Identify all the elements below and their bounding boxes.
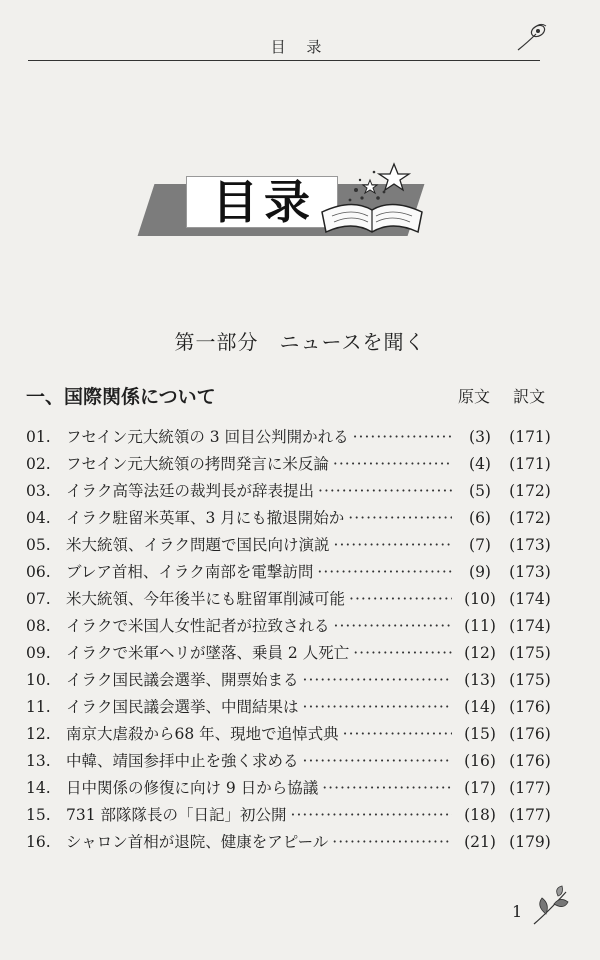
toc-entry-title: イラク高等法廷の裁判長が辞表提出: [66, 482, 315, 500]
toc-entry-title: 中韓、靖国参拝中止を強く求める: [66, 752, 299, 770]
toc-leader-dots: [334, 613, 452, 640]
toc-entry-title: フセイン元大統領の 3 回目公判開かれる: [66, 428, 349, 446]
toc-entry-title: 米大統領、今年後半にも駐留軍削減可能: [66, 590, 346, 608]
toc-leader-dots: [353, 640, 452, 667]
toc-leader-dots: [334, 532, 452, 559]
toc-leader-dots: [303, 694, 452, 721]
toc-entry: [26, 532, 556, 559]
toc-entry-translation-page: (176): [509, 725, 551, 743]
toc-leader-dots: [291, 802, 452, 829]
toc-entry-title: イラクで米軍ヘリが墜落、乗員 2 人死亡: [66, 644, 350, 662]
toc-entry: [26, 586, 556, 613]
title-banner: [142, 150, 442, 250]
toc-entry: [26, 640, 556, 667]
toc-entry: [26, 424, 556, 451]
toc-entry-translation-page: (177): [509, 779, 551, 797]
toc-entry-number: 13.: [26, 752, 51, 770]
toc-entry-original-page: (18): [464, 806, 496, 824]
toc-entry: [26, 505, 556, 532]
header-rule: [28, 60, 540, 61]
toc-entry-title: イラク国民議会選挙、開票始まる: [66, 671, 299, 689]
toc-leader-dots: [322, 775, 452, 802]
toc-entry-title: イラクで米国人女性記者が拉致される: [66, 617, 330, 635]
toc-list: [26, 424, 556, 856]
toc-leader-dots: [332, 829, 452, 856]
toc-entry-translation-page: (176): [509, 752, 551, 770]
leaf-footer-icon: [528, 884, 574, 930]
toc-entry-title: 米大統領、イラク問題で国民向け演説: [66, 536, 330, 554]
toc-entry-translation-page: (172): [509, 509, 551, 527]
page-number: 1: [512, 902, 523, 921]
toc-entry-original-page: (4): [469, 455, 491, 473]
column-label-original: 原文: [458, 387, 491, 406]
toc-leader-dots: [333, 451, 452, 478]
toc-entry-number: 14.: [26, 779, 51, 797]
toc-entry-original-page: (21): [464, 833, 496, 851]
toc-entry: [26, 559, 556, 586]
toc-entry: [26, 451, 556, 478]
toc-entry-title: イラク駐留米英軍、3 月にも撤退開始か: [66, 509, 345, 527]
toc-entry-translation-page: (171): [509, 455, 551, 473]
toc-entry-title: 日中関係の修復に向け 9 日から協議: [66, 779, 319, 797]
toc-entry-original-page: (6): [469, 509, 491, 527]
toc-entry-original-page: (9): [469, 563, 491, 581]
toc-entry-translation-page: (176): [509, 698, 551, 716]
toc-entry-original-page: (10): [464, 590, 496, 608]
toc-entry-number: 05.: [26, 536, 51, 554]
toc-entry-original-page: (11): [464, 617, 496, 635]
toc-entry-original-page: (17): [464, 779, 496, 797]
toc-entry-title: イラク国民議会選挙、中間結果は: [66, 698, 299, 716]
toc-entry-number: 06.: [26, 563, 51, 581]
toc-entry-original-page: (5): [469, 482, 491, 500]
toc-leader-dots: [343, 721, 452, 748]
part-title: 第一部分 ニュースを聞く: [174, 330, 426, 354]
toc-entry-translation-page: (174): [509, 617, 551, 635]
toc-entry: [26, 478, 556, 505]
toc-entry-translation-page: (174): [509, 590, 551, 608]
toc-entry-translation-page: (175): [509, 644, 551, 662]
toc-entry-title: シャロン首相が退院、健康をアピール: [66, 833, 329, 851]
toc-leader-dots: [353, 424, 452, 451]
toc-entry-translation-page: (175): [509, 671, 551, 689]
toc-entry-number: 03.: [26, 482, 51, 500]
toc-entry-original-page: (14): [464, 698, 496, 716]
toc-entry-title: 南京大虐殺から68 年、現地で追悼式典: [66, 725, 339, 743]
toc-entry-number: 02.: [26, 455, 51, 473]
toc-entry: [26, 775, 556, 802]
toc-leader-dots: [349, 586, 452, 613]
toc-entry-number: 15.: [26, 806, 51, 824]
banner-title: 目录: [212, 175, 316, 229]
toc-entry: [26, 613, 556, 640]
toc-entry: [26, 721, 556, 748]
toc-entry-number: 16.: [26, 833, 51, 851]
toc-entry-translation-page: (171): [509, 428, 551, 446]
toc-entry: [26, 694, 556, 721]
toc-entry-number: 11.: [26, 698, 51, 716]
toc-entry-number: 10.: [26, 671, 51, 689]
toc-entry-title: 731 部隊隊長の「日記」初公開: [66, 806, 287, 824]
toc-entry-number: 04.: [26, 509, 51, 527]
column-labels: [458, 384, 545, 407]
open-book-icon: [312, 150, 432, 240]
toc-entry-title: ブレア首相、イラク南部を電撃訪問: [66, 563, 314, 581]
section-heading: 一、国際関係について: [26, 386, 216, 408]
toc-entry-original-page: (16): [464, 752, 496, 770]
toc-entry-number: 09.: [26, 644, 51, 662]
toc-entry-translation-page: (173): [509, 563, 551, 581]
toc-entry: [26, 829, 556, 856]
toc-entry: [26, 802, 556, 829]
toc-entry-original-page: (7): [469, 536, 491, 554]
toc-entry-number: 12.: [26, 725, 51, 743]
flower-corner-icon: [514, 20, 554, 54]
toc-leader-dots: [318, 478, 452, 505]
toc-leader-dots: [303, 748, 452, 775]
toc-entry-number: 07.: [26, 590, 51, 608]
toc-entry-original-page: (12): [464, 644, 496, 662]
toc-entry-original-page: (15): [464, 725, 496, 743]
toc-leader-dots: [303, 667, 452, 694]
column-label-translation: 訳文: [513, 387, 546, 406]
toc-entry-number: 08.: [26, 617, 51, 635]
toc-entry-original-page: (13): [464, 671, 496, 689]
running-header-title: 目 录: [270, 38, 330, 56]
toc-entry-translation-page: (177): [509, 806, 551, 824]
toc-entry-number: 01.: [26, 428, 51, 446]
toc-entry-title: フセイン元大統領の拷問発言に米反論: [66, 455, 329, 473]
toc-entry-translation-page: (173): [509, 536, 551, 554]
toc-entry: [26, 667, 556, 694]
toc-entry: [26, 748, 556, 775]
toc-entry-translation-page: (179): [509, 833, 551, 851]
toc-entry-original-page: (3): [469, 428, 491, 446]
toc-leader-dots: [317, 559, 452, 586]
toc-leader-dots: [348, 505, 452, 532]
toc-entry-translation-page: (172): [509, 482, 551, 500]
